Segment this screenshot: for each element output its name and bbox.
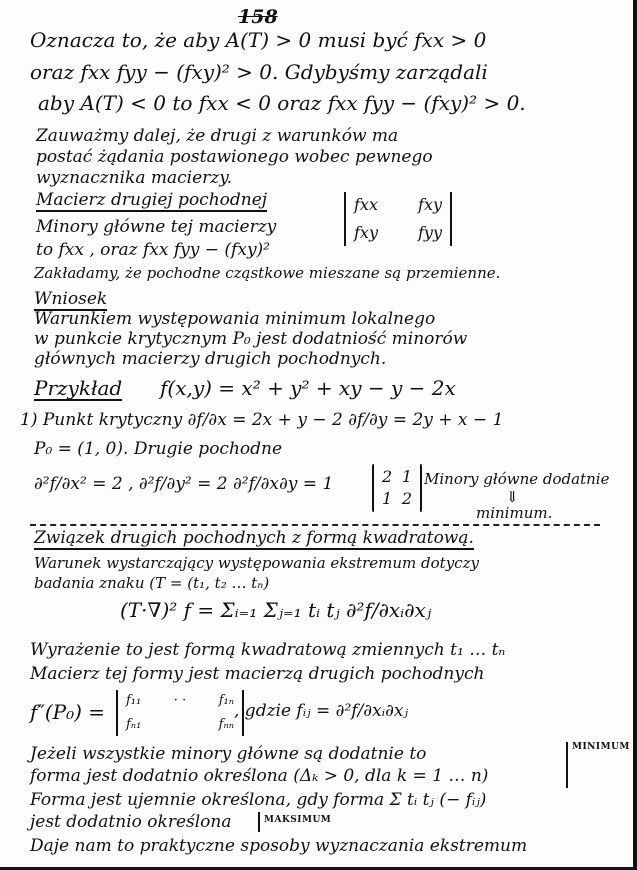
matrix-cell: fₙ₁	[126, 717, 142, 732]
matrix-cell: 1	[382, 489, 393, 508]
matrix-cell: fₙₙ	[218, 717, 234, 732]
line-conclusion-2: w punkcie krytycznym P₀ jest dodatniość minorów	[34, 329, 468, 349]
minimum-bracket-line	[566, 742, 568, 788]
line-conclusion-1: Warunkiem występowania minimum lokalnego	[34, 309, 436, 329]
page-number: 158	[238, 6, 278, 28]
example-matrix	[372, 464, 422, 512]
fij-definition: , gdzie fᵢⱼ = ∂²f/∂xᵢ∂xⱼ	[234, 701, 408, 721]
line-matrix-of-form: Macierz tej formy jest macierzą drugich pochodnych	[30, 664, 485, 684]
tag-maximum: MAKSIMUM	[264, 815, 332, 825]
matrix-cell: f₁ₙ	[218, 693, 234, 708]
line-5: postać żądania postawionego wobec pewnego	[36, 147, 433, 167]
quadratic-form-formula: (T·∇)² f = Σᵢ₌₁ Σⱼ₌₁ tᵢ tⱼ ∂²f/∂xᵢ∂xⱼ	[120, 598, 432, 622]
minimum-label: minimum.	[476, 504, 553, 522]
matrix-cell: · ·	[173, 693, 187, 708]
matrix-cell: 2	[382, 467, 393, 486]
line-practical-methods: Daje nam to praktyczne sposoby wyznaczania ekstremum	[30, 836, 528, 856]
general-hessian	[116, 690, 244, 736]
sign-study: badania znaku (T = (t₁, t₂ … tₙ)	[34, 574, 270, 592]
second-derivatives: ∂²f/∂x² = 2 , ∂²f/∂y² = 2 ∂²f/∂x∂y = 1	[34, 474, 334, 494]
line-minors: Minory główne tej macierzy	[36, 217, 277, 237]
line-minors-values: to fxx , oraz fxx fyy − (fxy)²	[36, 240, 270, 260]
p0-line: P₀ = (1, 0). Drugie pochodne	[34, 439, 283, 459]
f-second-label: f″(P₀) =	[30, 700, 106, 724]
line-positive-definite-2: jest dodatnio określona	[30, 812, 232, 832]
line-3: aby A(T) < 0 to fxx < 0 oraz fxx fyy − (fxy)² > 0.	[38, 91, 526, 115]
tag-minimum: MINIMUM	[572, 742, 630, 752]
line-expression: Wyrażenie to jest formą kwadratową zmiennych t₁ … tₙ	[30, 640, 506, 660]
matrix-cell: fxy	[354, 223, 378, 242]
critical-point-line: 1) Punkt krytyczny ∂f/∂x = 2x + y − 2 ∂f/∂y = 2y + x − 1	[20, 410, 504, 430]
sufficient-condition: Warunek wystarczający występowania ekstremum dotyczy	[34, 554, 479, 572]
heading-przyklad: Przykład	[34, 376, 123, 400]
line-2: oraz fxx fyy − (fxy)² > 0. Gdybyśmy zarządali	[30, 60, 488, 84]
line-6: wyznacznika macierzy.	[36, 168, 233, 188]
section-heading-hessian: Macierz drugiej pochodnej	[36, 190, 268, 210]
line-negative-definite: Forma jest ujemnie określona, gdy forma Σ tᵢ tⱼ (− fᵢⱼ)	[30, 790, 487, 810]
minors-positive: Minory główne dodatnie	[424, 470, 610, 488]
heading-quadratic-form: Związek drugich pochodnych z formą kwadratową.	[34, 528, 474, 548]
matrix-cell: 1	[401, 467, 412, 486]
matrix-cell: fyy	[418, 223, 442, 242]
matrix-cell: 2	[401, 489, 412, 508]
matrix-cell: fxx	[354, 195, 378, 214]
example-function: f(x,y) = x² + y² + xy − y − 2x	[160, 376, 456, 400]
implies-arrow: ⇓	[506, 488, 519, 506]
line-assumption: Zakładamy, że pochodne cząstkowe mieszane są przemienne.	[34, 264, 501, 282]
line-conclusion-3: głównych macierzy drugich pochodnych.	[34, 349, 387, 369]
line-4: Zauważmy dalej, że drugi z warunków ma	[36, 126, 399, 146]
dashed-divider	[30, 524, 600, 526]
maximum-bracket-line	[258, 812, 260, 832]
line-positive-minors: Jeżeli wszystkie minory główne są dodatnie to	[30, 744, 427, 764]
hessian-matrix	[344, 192, 452, 246]
line-1: Oznacza to, że aby A(T) > 0 musi być fxx > 0	[30, 28, 487, 52]
matrix-cell: f₁₁	[126, 693, 142, 708]
heading-wniosek: Wniosek	[34, 289, 108, 309]
matrix-cell: fxy	[418, 195, 442, 214]
line-positive-definite: forma jest dodatnio określona (Δₖ > 0, dla k = 1 … n)	[30, 766, 489, 786]
